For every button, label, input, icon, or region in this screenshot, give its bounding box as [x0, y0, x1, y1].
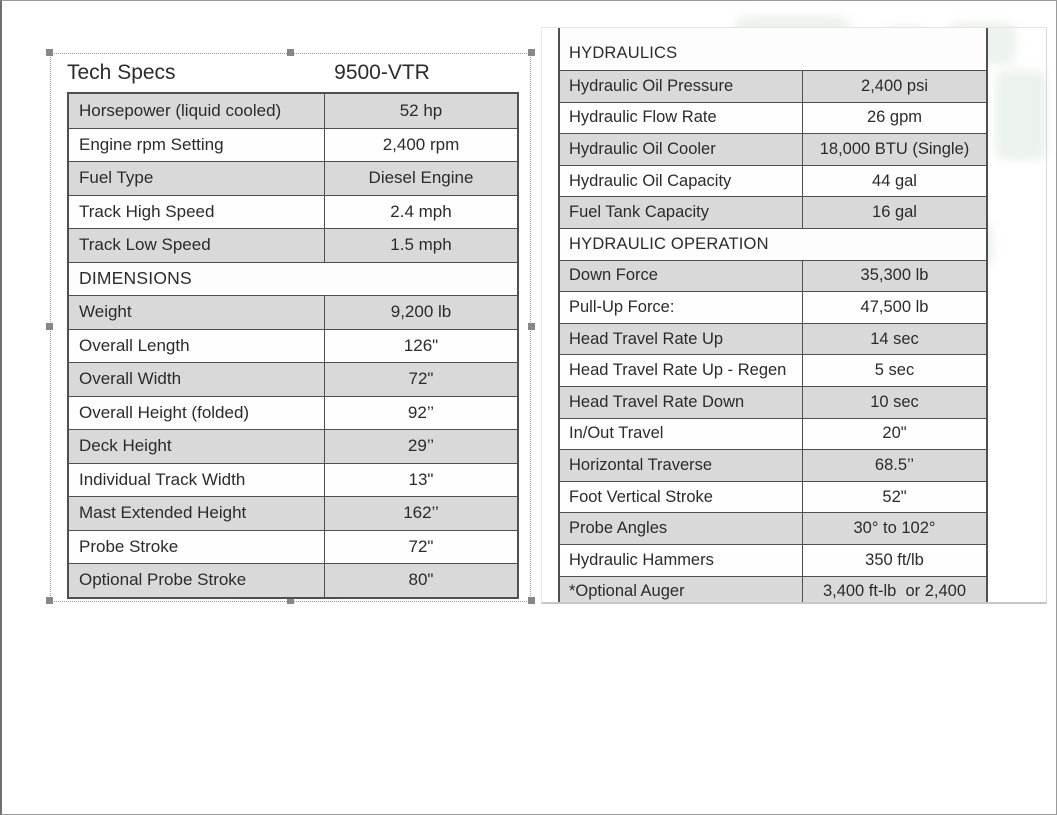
spec-value: 52 hp	[324, 94, 517, 128]
hydraulics-panel	[541, 27, 1047, 604]
spec-value: 30° to 102°	[802, 513, 986, 544]
spec-label: Probe Stroke	[79, 536, 179, 556]
spec-value: 9,200 lb	[324, 296, 517, 329]
spec-label: Hydraulic Hammers	[569, 550, 714, 569]
spec-value: 44 gal	[802, 166, 986, 197]
section-header: HYDRAULIC OPERATION	[569, 234, 769, 253]
spec-value: 80"	[324, 564, 517, 597]
spec-label: Track High Speed	[79, 201, 215, 221]
spec-label: Hydraulic Oil Pressure	[569, 76, 734, 95]
model-number: 9500-VTR	[334, 61, 430, 84]
spec-value: 2,400 psi	[802, 71, 986, 102]
spec-row	[69, 128, 517, 162]
section-header: HYDRAULICS	[569, 44, 678, 62]
spec-row	[560, 481, 986, 513]
selection-handle-top-center[interactable]	[287, 49, 294, 56]
spec-value: 47,500 lb	[802, 292, 986, 323]
spec-value: 350 ft/lb	[802, 545, 986, 576]
spec-label: *Optional Auger	[569, 582, 685, 601]
selection-handle-top-right[interactable]	[528, 49, 535, 56]
spec-value: 2,400 rpm	[324, 129, 517, 162]
spec-value: 13"	[324, 464, 517, 497]
spec-row	[560, 354, 986, 386]
spec-value: 20"	[802, 419, 986, 450]
spec-value: 3,400 ft-lb or 2,400	[802, 577, 986, 605]
spec-label: Hydraulic Flow Rate	[569, 108, 717, 127]
spec-row	[560, 544, 986, 576]
spec-row	[560, 165, 986, 197]
spec-row	[69, 295, 517, 329]
spec-value: 35,300 lb	[802, 261, 986, 292]
spec-label: Fuel Tank Capacity	[569, 203, 710, 222]
spec-value: 92’’	[324, 397, 517, 430]
spec-row	[560, 133, 986, 165]
tech-specs-heading	[67, 57, 519, 89]
tech-specs-table	[67, 92, 519, 599]
spec-value: 52"	[802, 482, 986, 513]
spec-label: Probe Angles	[569, 519, 668, 538]
spec-label: Overall Length	[79, 335, 190, 355]
spec-label: Overall Height (folded)	[79, 402, 250, 422]
spec-label: Horizontal Traverse	[569, 455, 713, 474]
tech-specs-title: Tech Specs	[67, 61, 176, 84]
spec-label: Foot Vertical Stroke	[569, 487, 713, 506]
spec-value: 14 sec	[802, 324, 986, 355]
section-header: DIMENSIONS	[79, 268, 192, 289]
selection-handle-mid-right[interactable]	[528, 323, 535, 330]
section-header-row	[560, 228, 986, 260]
selection-handle-mid-left[interactable]	[46, 323, 53, 330]
spec-value: 126"	[324, 330, 517, 363]
spec-row	[69, 362, 517, 396]
spec-row	[560, 512, 986, 544]
selection-handle-bottom-right[interactable]	[528, 597, 535, 604]
spec-label: Head Travel Rate Up - Regen	[569, 361, 787, 380]
spec-row	[560, 418, 986, 450]
spec-row	[69, 228, 517, 262]
spec-label: Hydraulic Oil Capacity	[569, 171, 732, 190]
spec-row	[560, 323, 986, 355]
spec-label: Overall Width	[79, 369, 182, 389]
spec-row	[69, 429, 517, 463]
selection-handle-bottom-left[interactable]	[46, 597, 53, 604]
spec-row	[560, 291, 986, 323]
section-header-row	[69, 262, 517, 296]
spec-label: Fuel Type	[79, 168, 154, 188]
spec-row	[69, 396, 517, 430]
spec-row	[69, 161, 517, 195]
spec-row	[560, 449, 986, 481]
spec-value: 1.5 mph	[324, 229, 517, 262]
spec-value: 72"	[324, 363, 517, 396]
selection-handle-top-left[interactable]	[46, 49, 53, 56]
spec-row	[69, 463, 517, 497]
spec-value: 68.5’’	[802, 450, 986, 481]
spec-row	[560, 102, 986, 134]
spec-label: Deck Height	[79, 436, 172, 456]
spec-row	[560, 196, 986, 228]
spec-row	[560, 260, 986, 292]
spec-value: 72"	[324, 531, 517, 564]
spec-value: Diesel Engine	[324, 162, 517, 195]
spec-value: 10 sec	[802, 387, 986, 418]
spec-label: Horsepower (liquid cooled)	[79, 100, 282, 120]
spec-row	[560, 386, 986, 418]
spec-label: In/Out Travel	[569, 424, 664, 443]
spec-label: Weight	[79, 302, 132, 322]
spec-value: 26 gpm	[802, 103, 986, 134]
spec-label: Pull-Up Force:	[569, 297, 675, 316]
spec-row	[69, 195, 517, 229]
spec-row	[560, 70, 986, 102]
spec-label: Hydraulic Oil Cooler	[569, 139, 716, 158]
spec-label: Head Travel Rate Down	[569, 392, 745, 411]
spec-row	[560, 576, 986, 605]
spec-label: Head Travel Rate Up	[569, 329, 724, 348]
spec-label: Engine rpm Setting	[79, 134, 224, 154]
spec-label: Track Low Speed	[79, 235, 211, 255]
spec-row	[69, 94, 517, 128]
hydraulics-table	[558, 27, 988, 604]
spec-row	[69, 530, 517, 564]
spec-label: Mast Extended Height	[79, 503, 247, 523]
spec-value: 5 sec	[802, 355, 986, 386]
spec-row	[69, 329, 517, 363]
spec-value: 16 gal	[802, 197, 986, 228]
spec-label: Down Force	[569, 266, 658, 285]
spec-label: Individual Track Width	[79, 469, 246, 489]
spec-value: 2.4 mph	[324, 196, 517, 229]
spec-label: Optional Probe Stroke	[79, 570, 247, 590]
spec-row	[69, 563, 517, 597]
spec-row	[69, 496, 517, 530]
spec-value: 29’’	[324, 430, 517, 463]
spec-value: 18,000 BTU (Single)	[802, 134, 986, 165]
spec-value: 162’’	[324, 497, 517, 530]
section-header-row	[560, 27, 986, 70]
